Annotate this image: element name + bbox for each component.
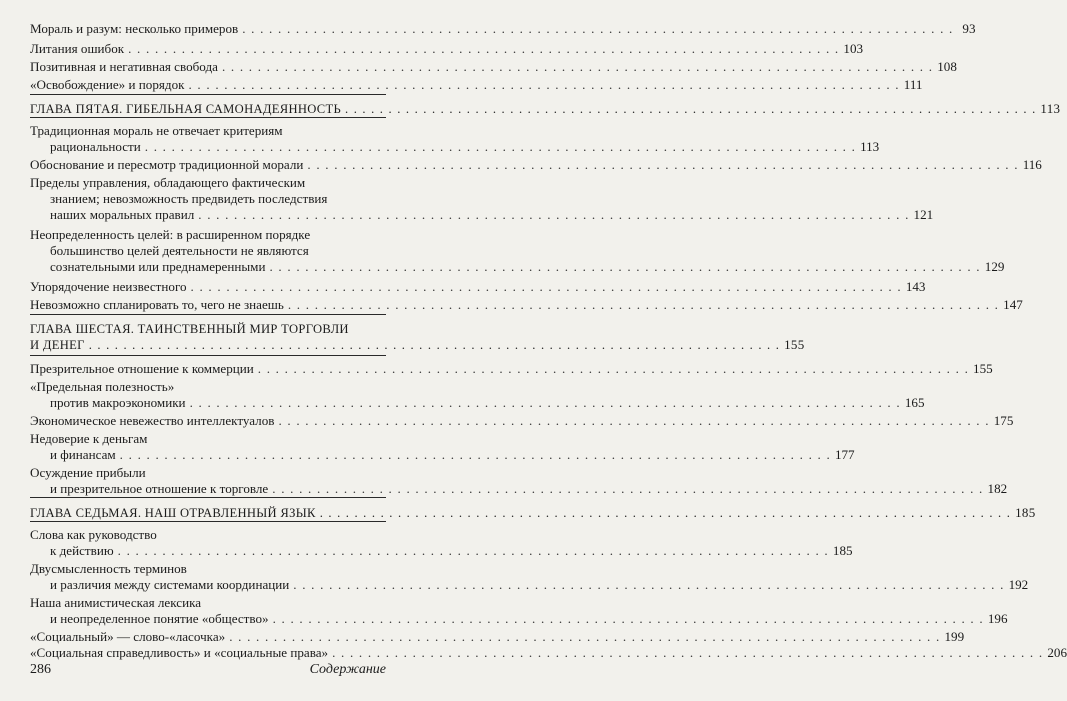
entry-title-line	[30, 21, 976, 37]
entry-title: наших моральных правил	[50, 207, 195, 222]
entry-title: «Социальный» — слово-«ласочка»	[30, 629, 226, 644]
page-reference: 165	[904, 395, 925, 410]
dot-leader: . . . . . . . . . . . . . . . . . . . . . . . . . . . . . . . . . . . . . . . . . . . . . . . . . . . . . . . . . . . . . . . . . . . . . . . . . . . . . . . .	[257, 361, 970, 376]
page-reference: 121	[913, 207, 934, 222]
entry-title-line	[30, 157, 1042, 173]
toc-entry	[30, 59, 957, 75]
toc-entry	[30, 77, 923, 93]
toc-entry	[30, 413, 1014, 429]
entry-title: и различия между системами координации	[50, 577, 290, 592]
dot-leader: . . . . . . . . . . . . . . . . . . . . . . . . . . . . . . . . . . . . . . . . . . . . . . . . . . . . . . . . . . . . . . . . . . . . . . . . . . . . . . . .	[88, 338, 781, 352]
dot-leader: . . . . . . . . . . . . . . . . . . . . . . . . . . . . . . . . . . . . . . . . . . . . . . . . . . . . . . . . . . . . . . . . . . . . . . . . . . . . . . . .	[332, 645, 1044, 660]
entry-title-line	[30, 577, 1029, 593]
dot-leader: . . . . . . . . . . . . . . . . . . . . . . . . . . . . . . . . . . . . . . . . . . . . . . . . . . . . . . . . . . . . . . . . . . . . . . . . . . . . . . . .	[229, 629, 941, 644]
toc-entry	[30, 157, 1042, 173]
entry-title-line: Неопределенность целей: в расширенном порядке	[30, 227, 311, 242]
section-divider	[30, 314, 386, 315]
toc-entry	[30, 379, 925, 411]
entry-title-line: Наша анимистическая лексика	[30, 595, 202, 610]
entry-title: к действию	[50, 543, 114, 558]
entry-title-line	[30, 279, 926, 295]
entry-title-line	[30, 361, 993, 377]
page-reference: 108	[937, 59, 957, 74]
entry-title: сознательными или преднамеренными	[50, 259, 266, 274]
chapter-title-line	[30, 505, 1036, 521]
entry-title-line	[30, 629, 965, 645]
dot-leader: . . . . . . . . . . . . . . . . . . . . . . . . . . . . . . . . . . . . . . . . . . . . . . . . . . . . . . . . . . . . . . . . . . . . . . . . . . . . . . . .	[287, 297, 1000, 312]
toc-page	[30, 0, 1067, 701]
entry-title-line: «Предельная полезность»	[30, 379, 175, 394]
page-reference: 206	[1047, 645, 1067, 660]
chapter-heading	[30, 321, 805, 353]
chapter-heading	[30, 101, 1061, 117]
toc-entry	[30, 629, 965, 645]
dot-leader: . . . . . . . . . . . . . . . . . . . . . . . . . . . . . . . . . . . . . . . . . . . . . . . . . . . . . . . . . . . . . . . . . . . . . . . . . . . . . . . .	[198, 207, 910, 222]
toc-entry	[30, 527, 853, 559]
chapter-title: ГЛАВА ПЯТАЯ. ГИБЕЛЬНАЯ САМОНАДЕЯННОСТЬ	[30, 102, 342, 116]
entry-title-line	[30, 139, 880, 155]
page-reference: 93	[962, 21, 976, 36]
page-reference: 116	[1022, 157, 1042, 172]
entry-title: Обоснование и пересмотр традиционной морали	[30, 157, 304, 172]
entry-title-line	[30, 481, 1008, 497]
dot-leader: . . . . . . . . . . . . . . . . . . . . . . . . . . . . . . . . . . . . . . . . . . . . . . . . . . . . . . . . . . . . . . . . . . . . . . . . . . . . . . . .	[269, 259, 981, 274]
entry-title-line	[30, 297, 1023, 313]
entry-title-line	[30, 447, 855, 463]
entry-title: Упорядочение неизвестного	[30, 279, 187, 294]
toc-entry	[30, 361, 993, 377]
toc-entry	[30, 645, 1067, 661]
dot-leader: . . . . . . . . . . . . . . . . . . . . . . . . . . . . . . . . . . . . . . . . . . . . . . . . . . . . . . . . . . . . . . . . . . . . . . . . . . . . . . . .	[293, 577, 1005, 592]
section-divider	[30, 94, 386, 95]
dot-leader: . . . . . . . . . . . . . . . . . . . . . . . . . . . . . . . . . . . . . . . . . . . . . . . . . . . . . . . . . . . . . . . . . . . . . . . . . . . . . . . .	[307, 157, 1019, 172]
page-reference: 192	[1008, 577, 1029, 592]
entry-title-line	[30, 413, 1014, 429]
entry-title: и финансам	[50, 447, 116, 462]
dot-leader: . . . . . . . . . . . . . . . . . . . . . . . . . . . . . . . . . . . . . . . . . . . . . . . . . . . . . . . . . . . . . . . . . . . . . . . . . . . . . . . .	[272, 481, 984, 496]
dot-leader: . . . . . . . . . . . . . . . . . . . . . . . . . . . . . . . . . . . . . . . . . . . . . . . . . . . . . . . . . . . . . . . . . . . . . . . . . . . . . . . .	[189, 395, 901, 410]
chapter-title: И ДЕНЕГ	[30, 338, 85, 352]
page-reference: 113	[860, 139, 880, 154]
entry-title-line: Недоверие к деньгам	[30, 431, 148, 446]
chapter-title: ГЛАВА СЕДЬМАЯ. НАШ ОТРАВЛЕННЫЙ ЯЗЫК	[30, 506, 316, 520]
entry-title-line	[30, 395, 925, 411]
page-reference: 199	[944, 629, 965, 644]
entry-title: рациональности	[50, 139, 141, 154]
entry-title: Презрительное отношение к коммерции	[30, 361, 254, 376]
toc-entry	[30, 123, 880, 155]
entry-title-line	[30, 645, 1067, 661]
toc-entry	[30, 21, 976, 37]
entry-title: Экономическое невежество интеллектуалов	[30, 413, 275, 428]
page-reference: 155	[973, 361, 993, 376]
page-reference: 103	[843, 41, 864, 56]
section-divider	[30, 497, 386, 498]
entry-title-line: знанием; невозможность предвидеть последствия	[50, 191, 328, 206]
page-number: 286	[30, 662, 51, 677]
entry-title-line	[30, 207, 934, 223]
page-reference: 185	[1015, 505, 1036, 520]
page-reference: 155	[784, 337, 805, 352]
section-divider	[30, 117, 386, 118]
page-reference: 185	[832, 543, 853, 558]
dot-leader: . . . . . . . . . . . . . . . . . . . . . . . . . . . . . . . . . . . . . . . . . . . . . . . . . . . . . . . . . . . . . . . . . . . . . . . . . . . . . . . .	[119, 447, 831, 462]
entry-title: «Освобождение» и порядок	[30, 77, 185, 92]
dot-leader: . . . . . . . . . . . . . . . . . . . . . . . . . . . . . . . . . . . . . . . . . . . . . . . . . . . . . . . . . . . . . . . . . . . . . . . . . . . . . . . .	[242, 21, 954, 36]
dot-leader: . . . . . . . . . . . . . . . . . . . . . . . . . . . . . . . . . . . . . . . . . . . . . . . . . . . . . . . . . . . . . . . . . . . . . . . . . . . . . . . .	[345, 102, 1037, 116]
dot-leader: . . . . . . . . . . . . . . . . . . . . . . . . . . . . . . . . . . . . . . . . . . . . . . . . . . . . . . . . . . . . . . . . . . . . . . . . . . . . . . . .	[190, 279, 902, 294]
entry-title-line	[30, 41, 864, 57]
entry-title: Позитивная и негативная свобода	[30, 59, 218, 74]
page-reference: 143	[905, 279, 926, 294]
dot-leader: . . . . . . . . . . . . . . . . . . . . . . . . . . . . . . . . . . . . . . . . . . . . . . . . . . . . . . . . . . . . . . . . . . . . . . . . . . . . . . . .	[319, 506, 1012, 520]
entry-title-line: Двусмысленность терминов	[30, 561, 187, 576]
entry-title-line	[30, 77, 923, 93]
page-reference: 175	[993, 413, 1014, 428]
dot-leader: . . . . . . . . . . . . . . . . . . . . . . . . . . . . . . . . . . . . . . . . . . . . . . . . . . . . . . . . . . . . . . . . . . . . . . . . . . . . . . . .	[117, 543, 829, 558]
page-reference: 196	[987, 611, 1008, 626]
section-divider	[30, 355, 386, 356]
chapter-title-line	[30, 101, 1061, 117]
entry-title-line: большинство целей деятельности не являются	[50, 243, 309, 258]
entry-title-line	[30, 259, 1005, 275]
entry-title-line: Слова как руководство	[30, 527, 157, 542]
dot-leader: . . . . . . . . . . . . . . . . . . . . . . . . . . . . . . . . . . . . . . . . . . . . . . . . . . . . . . . . . . . . . . . . . . . . . . . . . . . . . . . .	[221, 59, 934, 74]
running-title: Содержание	[309, 662, 386, 677]
entry-title-line: Пределы управления, обладающего фактическим	[30, 175, 306, 190]
chapter-title-line: ГЛАВА ШЕСТАЯ. ТАИНСТВЕННЫЙ МИР ТОРГОВЛИ	[30, 322, 349, 336]
entry-title: Невозможно спланировать то, чего не знаешь	[30, 297, 284, 312]
dot-leader: . . . . . . . . . . . . . . . . . . . . . . . . . . . . . . . . . . . . . . . . . . . . . . . . . . . . . . . . . . . . . . . . . . . . . . . . . . . . . . . .	[144, 139, 857, 154]
dot-leader: . . . . . . . . . . . . . . . . . . . . . . . . . . . . . . . . . . . . . . . . . . . . . . . . . . . . . . . . . . . . . . . . . . . . . . . . . . . . . . . .	[188, 77, 900, 92]
entry-title: «Социальная справедливость» и «социальные права»	[30, 645, 329, 660]
entry-title-line	[30, 59, 957, 75]
entry-title: и неопределенное понятие «общество»	[50, 611, 269, 626]
page-reference: 177	[834, 447, 855, 462]
toc-entry	[30, 227, 1005, 275]
entry-title-line	[30, 611, 1008, 627]
entry-title: Литания ошибок	[30, 41, 125, 56]
dot-leader: . . . . . . . . . . . . . . . . . . . . . . . . . . . . . . . . . . . . . . . . . . . . . . . . . . . . . . . . . . . . . . . . . . . . . . . . . . . . . . . .	[272, 611, 984, 626]
page-reference: 129	[984, 259, 1005, 274]
chapter-title-line	[30, 337, 805, 353]
toc-entry	[30, 595, 1008, 627]
page-reference: 182	[987, 481, 1008, 496]
entry-title-line: Осуждение прибыли	[30, 465, 146, 480]
page-reference: 113	[1040, 101, 1061, 116]
toc-entry	[30, 465, 1008, 497]
page-reference: 111	[903, 77, 923, 92]
chapter-heading	[30, 505, 1036, 521]
section-divider	[30, 521, 386, 522]
toc-entry	[30, 561, 1029, 593]
dot-leader: . . . . . . . . . . . . . . . . . . . . . . . . . . . . . . . . . . . . . . . . . . . . . . . . . . . . . . . . . . . . . . . . . . . . . . . . . . . . . . . .	[278, 413, 990, 428]
entry-title-line	[30, 543, 853, 559]
entry-title-line: Традиционная мораль не отвечает критериям	[30, 123, 283, 138]
toc-entry	[30, 279, 926, 295]
toc-entry	[30, 175, 934, 223]
entry-title: Мораль и разум: несколько примеров	[30, 21, 239, 36]
toc-entry	[30, 41, 864, 57]
toc-entry	[30, 431, 855, 463]
entry-title: и презрительное отношение к торговле	[50, 481, 269, 496]
entry-title: против макроэкономики	[50, 395, 186, 410]
dot-leader: . . . . . . . . . . . . . . . . . . . . . . . . . . . . . . . . . . . . . . . . . . . . . . . . . . . . . . . . . . . . . . . . . . . . . . . . . . . . . . . .	[128, 41, 840, 56]
page-reference: 147	[1003, 297, 1023, 312]
toc-entry	[30, 297, 1023, 313]
